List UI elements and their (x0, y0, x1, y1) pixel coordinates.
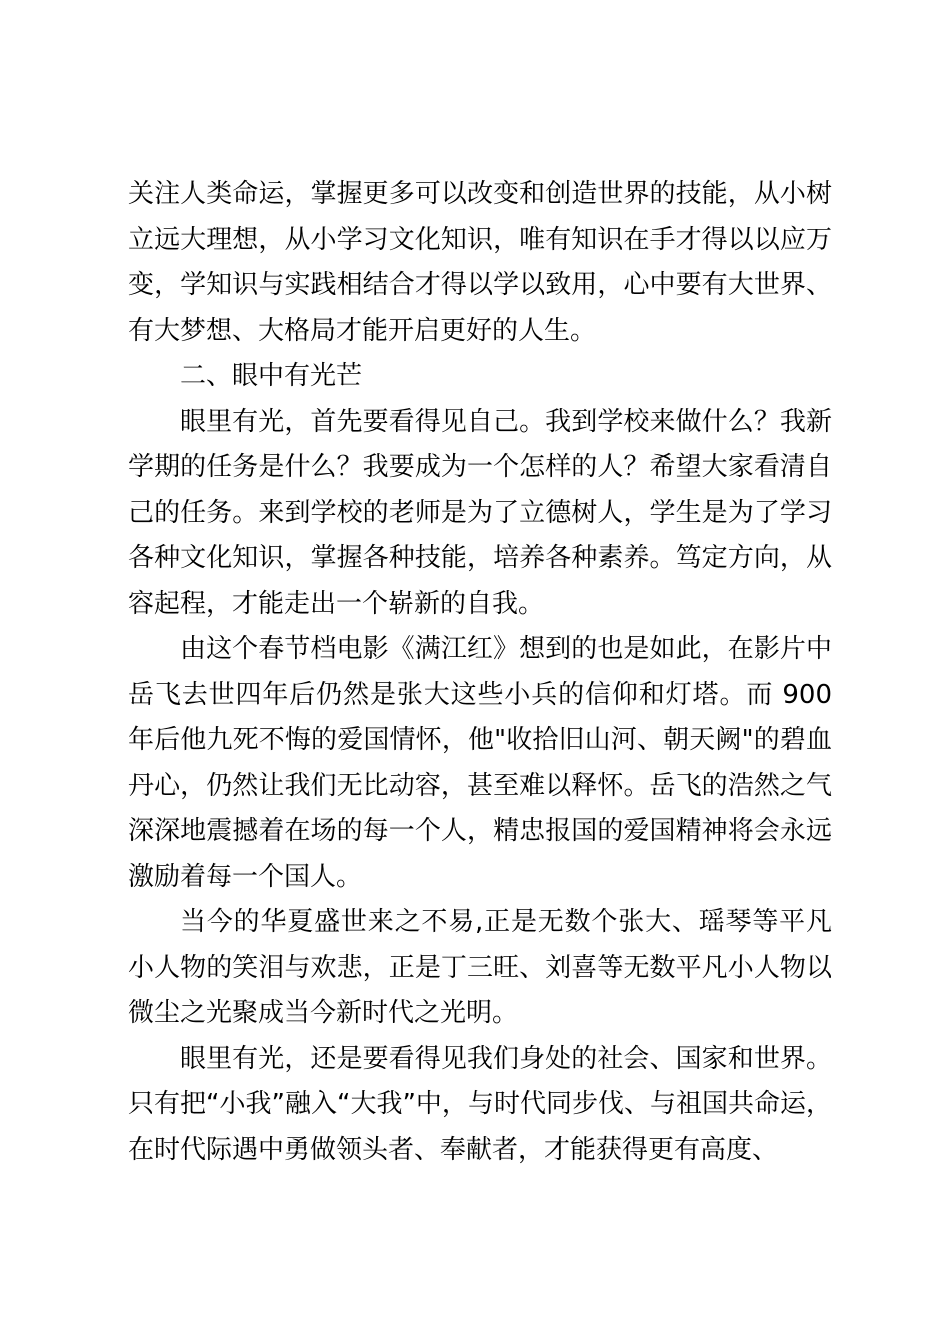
paragraph: 由这个春节档电影《满江红》想到的也是如此，在影片中岳飞去世四年后仍然是张大这些小兵的信仰和灯塔。而 900 年后他九死不悔的爱国情怀，他"收拾旧山河、朝天阙"的碧血丹心，仍然让我们无比动容，甚至难以释怀。岳飞的浩然之气深深地震撼着在场的每一个人，精忠报国的爱国精神将会永远激励着每一个国人。 (128, 634, 832, 892)
paragraph-continued: 关注人类命运，掌握更多可以改变和创造世界的技能，从小树立远大理想，从小学习文化知识，唯有知识在手才得以以应万变，学知识与实践相结合才得以学以致用，心中要有大世界、有大梦想、大格局才能开启更好的人生。 (128, 179, 832, 346)
paragraph: 当今的华夏盛世来之不易,正是无数个张大、瑶琴等平凡小人物的笑泪与欢悲，正是丁三旺、刘喜等无数平凡小人物以微尘之光聚成当今新时代之光明。 (128, 907, 832, 1028)
document-body (128, 172, 832, 1173)
section-heading: 二、眼中有光芒 (180, 361, 363, 391)
paragraph: 眼里有光，首先要看得见自己。我到学校来做什么？我新学期的任务是什么？我要成为一个怎样的人？希望大家看清自己的任务。来到学校的老师是为了立德树人，学生是为了学习各种文化知识，掌握各种技能，培养各种素养。笃定方向，从容起程，才能走出一个崭新的自我。 (128, 406, 832, 619)
paragraph: 眼里有光，还是要看得见我们身处的社会、国家和世界。只有把“小我”融入“大我”中，与时代同步伐、与祖国共命运，在时代际遇中勇做领头者、奉献者，才能获得更有高度、 (128, 1043, 832, 1165)
